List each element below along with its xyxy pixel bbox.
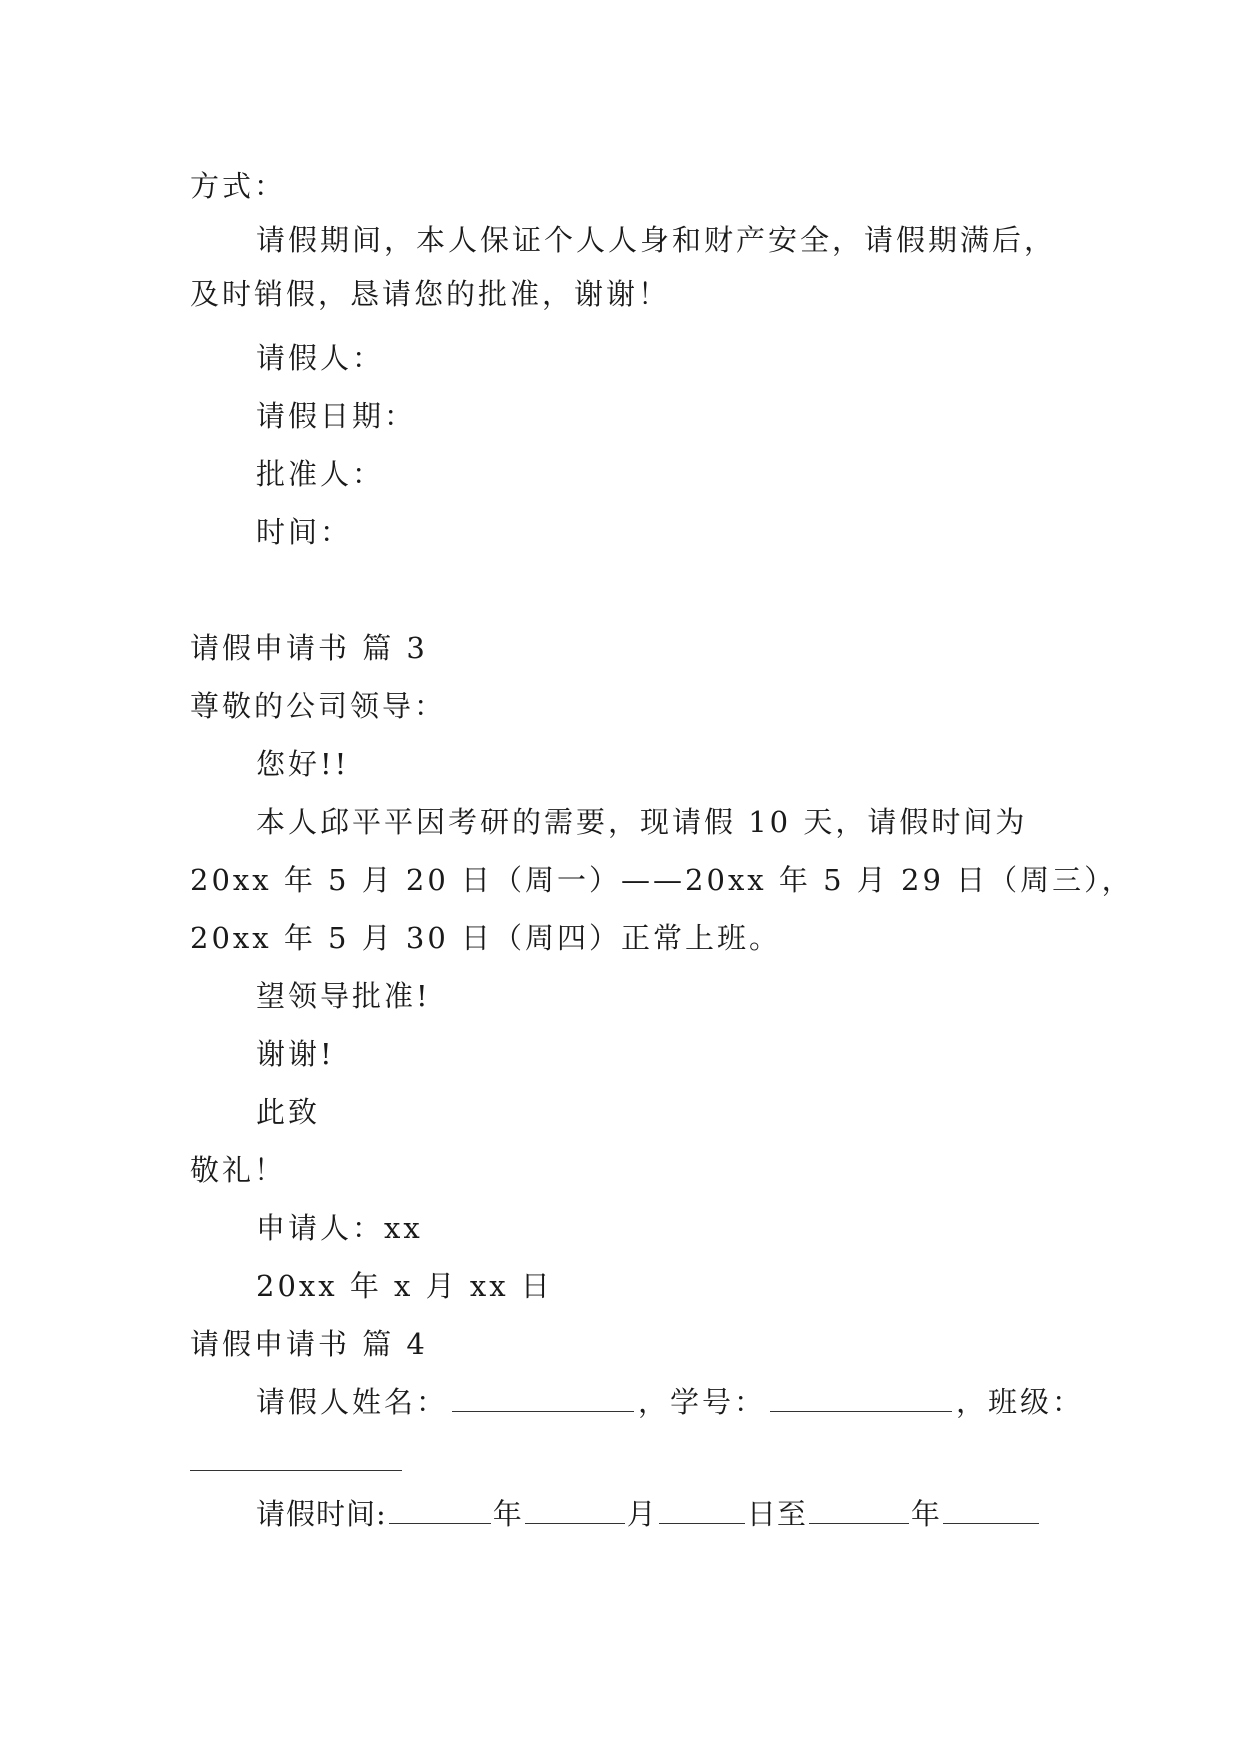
text-line: 20xx 年 5 月 20 日（周一）——20xx 年 5 月 29 日（周三）， <box>190 863 1134 897</box>
form-label-name: 请假人姓名： <box>256 1385 449 1419</box>
month2-blank <box>943 1497 1039 1524</box>
text-line: 敬礼！ <box>190 1153 287 1187</box>
year2-label: 年 <box>910 1497 941 1531</box>
text-line: 批准人： <box>256 457 385 491</box>
name-blank <box>452 1385 634 1412</box>
section-heading: 请假申请书 篇 4 <box>190 1327 428 1361</box>
text-line: 望领导批准! <box>256 979 431 1013</box>
text-line: 时间： <box>256 515 353 549</box>
year-blank <box>389 1497 491 1524</box>
signature-line: 申请人：xx <box>256 1211 423 1245</box>
form-label-class: ，班级： <box>956 1385 1085 1419</box>
student-id-blank <box>770 1385 952 1412</box>
text-line: 方式： <box>190 169 287 203</box>
month-label: 月 <box>626 1497 657 1531</box>
date-line: 20xx 年 x 月 xx 日 <box>256 1269 553 1303</box>
class-blank <box>190 1470 402 1471</box>
text-line: 您好!! <box>256 747 350 781</box>
month-blank <box>525 1497 625 1524</box>
form-row-time <box>256 1494 1041 1534</box>
day-to-label: 日至 <box>746 1497 807 1531</box>
text-line: 本人邱平平因考研的需要，现请假 10 天，请假时间为 <box>256 805 1028 839</box>
day-blank <box>659 1497 745 1524</box>
salutation: 尊敬的公司领导： <box>190 689 447 723</box>
text-line: 谢谢! <box>256 1037 335 1071</box>
text-line: 及时销假，恳请您的批准，谢谢！ <box>190 277 671 311</box>
section-heading: 请假申请书 篇 3 <box>190 631 428 665</box>
form-label-student-id: ，学号： <box>638 1385 767 1419</box>
text-line: 请假人： <box>256 341 385 375</box>
year2-blank <box>809 1497 909 1524</box>
year-label: 年 <box>492 1497 523 1531</box>
text-line: 20xx 年 5 月 30 日（周四）正常上班。 <box>190 921 782 955</box>
text-line: 请假日期： <box>256 399 417 433</box>
form-label-time: 请假时间: <box>256 1497 387 1531</box>
text-line: 请假期间，本人保证个人人身和财产安全，请假期满后， <box>256 223 1057 257</box>
text-line: 此致 <box>256 1095 321 1129</box>
form-row-name <box>256 1382 1084 1422</box>
